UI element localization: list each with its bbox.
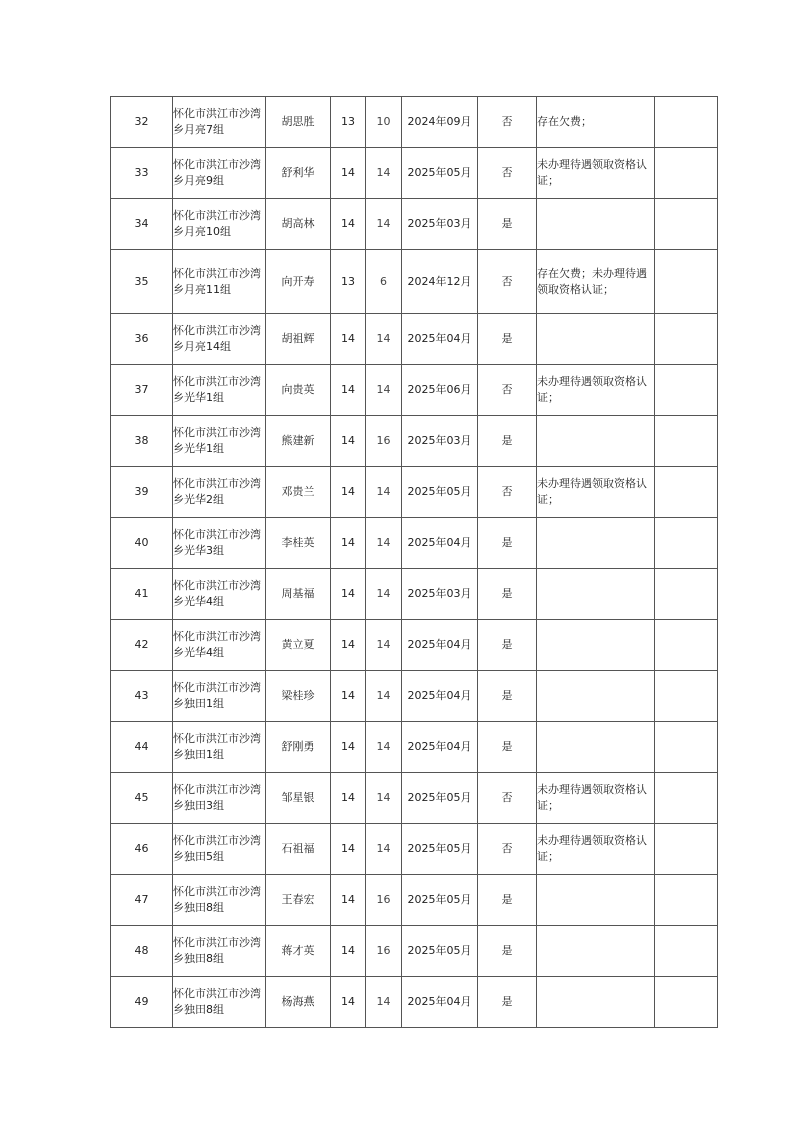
name-cell: 周基福 bbox=[266, 569, 331, 620]
table-row bbox=[111, 977, 718, 1028]
name-cell: 向贵英 bbox=[266, 365, 331, 416]
note-cell: 未办理待遇领取资格认证； bbox=[537, 365, 655, 416]
address-cell: 怀化市洪江市沙湾乡独田1组 bbox=[173, 671, 266, 722]
address-cell: 怀化市洪江市沙湾乡月亮9组 bbox=[173, 148, 266, 199]
value-a-cell: 14 bbox=[331, 416, 366, 467]
note-cell bbox=[537, 569, 655, 620]
table-row bbox=[111, 671, 718, 722]
date-cell: 2025年06月 bbox=[402, 365, 478, 416]
date-cell: 2025年03月 bbox=[402, 569, 478, 620]
name-cell: 舒刚勇 bbox=[266, 722, 331, 773]
date-cell: 2025年03月 bbox=[402, 416, 478, 467]
value-b-cell: 14 bbox=[366, 467, 402, 518]
status-cell: 是 bbox=[478, 314, 537, 365]
status-cell: 否 bbox=[478, 365, 537, 416]
name-cell: 李桂英 bbox=[266, 518, 331, 569]
row-number: 49 bbox=[111, 977, 173, 1028]
address-cell: 怀化市洪江市沙湾乡月亮7组 bbox=[173, 97, 266, 148]
value-b-cell: 10 bbox=[366, 97, 402, 148]
date-cell: 2025年05月 bbox=[402, 926, 478, 977]
note-cell bbox=[537, 314, 655, 365]
value-b-cell: 14 bbox=[366, 365, 402, 416]
note-cell bbox=[537, 199, 655, 250]
name-cell: 胡思胜 bbox=[266, 97, 331, 148]
value-a-cell: 14 bbox=[331, 467, 366, 518]
date-cell: 2024年12月 bbox=[402, 250, 478, 314]
value-b-cell: 14 bbox=[366, 977, 402, 1028]
extra-cell bbox=[655, 773, 718, 824]
table-row bbox=[111, 467, 718, 518]
table-row bbox=[111, 314, 718, 365]
value-a-cell: 14 bbox=[331, 518, 366, 569]
date-cell: 2024年09月 bbox=[402, 97, 478, 148]
address-cell: 怀化市洪江市沙湾乡独田3组 bbox=[173, 773, 266, 824]
note-cell bbox=[537, 926, 655, 977]
extra-cell bbox=[655, 926, 718, 977]
note-cell: 未办理待遇领取资格认证； bbox=[537, 773, 655, 824]
name-cell: 黄立夏 bbox=[266, 620, 331, 671]
address-cell: 怀化市洪江市沙湾乡独田8组 bbox=[173, 926, 266, 977]
status-cell: 是 bbox=[478, 977, 537, 1028]
name-cell: 邓贵兰 bbox=[266, 467, 331, 518]
note-cell bbox=[537, 671, 655, 722]
extra-cell bbox=[655, 875, 718, 926]
row-number: 41 bbox=[111, 569, 173, 620]
note-cell: 存在欠费； bbox=[537, 97, 655, 148]
records-table bbox=[110, 96, 718, 1028]
name-cell: 王春宏 bbox=[266, 875, 331, 926]
date-cell: 2025年04月 bbox=[402, 620, 478, 671]
status-cell: 否 bbox=[478, 773, 537, 824]
name-cell: 胡高林 bbox=[266, 199, 331, 250]
address-cell: 怀化市洪江市沙湾乡光华1组 bbox=[173, 365, 266, 416]
note-cell: 存在欠费；未办理待遇领取资格认证； bbox=[537, 250, 655, 314]
table-row bbox=[111, 722, 718, 773]
value-b-cell: 16 bbox=[366, 875, 402, 926]
note-cell bbox=[537, 722, 655, 773]
value-a-cell: 13 bbox=[331, 250, 366, 314]
note-cell bbox=[537, 416, 655, 467]
note-cell: 未办理待遇领取资格认证； bbox=[537, 148, 655, 199]
status-cell: 否 bbox=[478, 824, 537, 875]
value-b-cell: 16 bbox=[366, 416, 402, 467]
row-number: 36 bbox=[111, 314, 173, 365]
address-cell: 怀化市洪江市沙湾乡光华2组 bbox=[173, 467, 266, 518]
row-number: 48 bbox=[111, 926, 173, 977]
note-cell: 未办理待遇领取资格认证； bbox=[537, 824, 655, 875]
name-cell: 胡祖辉 bbox=[266, 314, 331, 365]
value-a-cell: 14 bbox=[331, 824, 366, 875]
date-cell: 2025年05月 bbox=[402, 148, 478, 199]
date-cell: 2025年05月 bbox=[402, 875, 478, 926]
row-number: 43 bbox=[111, 671, 173, 722]
value-b-cell: 14 bbox=[366, 620, 402, 671]
value-b-cell: 14 bbox=[366, 518, 402, 569]
status-cell: 是 bbox=[478, 722, 537, 773]
name-cell: 蒋才英 bbox=[266, 926, 331, 977]
table-row bbox=[111, 824, 718, 875]
value-a-cell: 14 bbox=[331, 722, 366, 773]
date-cell: 2025年03月 bbox=[402, 199, 478, 250]
table-body bbox=[111, 97, 718, 1028]
value-b-cell: 14 bbox=[366, 199, 402, 250]
value-b-cell: 14 bbox=[366, 671, 402, 722]
value-b-cell: 14 bbox=[366, 773, 402, 824]
extra-cell bbox=[655, 977, 718, 1028]
name-cell: 石祖福 bbox=[266, 824, 331, 875]
address-cell: 怀化市洪江市沙湾乡光华1组 bbox=[173, 416, 266, 467]
row-number: 45 bbox=[111, 773, 173, 824]
value-b-cell: 14 bbox=[366, 148, 402, 199]
name-cell: 熊建新 bbox=[266, 416, 331, 467]
note-cell bbox=[537, 620, 655, 671]
table-row bbox=[111, 148, 718, 199]
value-a-cell: 14 bbox=[331, 671, 366, 722]
extra-cell bbox=[655, 365, 718, 416]
extra-cell bbox=[655, 250, 718, 314]
date-cell: 2025年04月 bbox=[402, 722, 478, 773]
address-cell: 怀化市洪江市沙湾乡独田1组 bbox=[173, 722, 266, 773]
address-cell: 怀化市洪江市沙湾乡独田5组 bbox=[173, 824, 266, 875]
extra-cell bbox=[655, 569, 718, 620]
extra-cell bbox=[655, 148, 718, 199]
note-cell bbox=[537, 518, 655, 569]
table-row bbox=[111, 620, 718, 671]
status-cell: 是 bbox=[478, 416, 537, 467]
row-number: 35 bbox=[111, 250, 173, 314]
status-cell: 是 bbox=[478, 671, 537, 722]
name-cell: 向开寿 bbox=[266, 250, 331, 314]
value-a-cell: 14 bbox=[331, 365, 366, 416]
extra-cell bbox=[655, 671, 718, 722]
row-number: 42 bbox=[111, 620, 173, 671]
table-row bbox=[111, 926, 718, 977]
value-a-cell: 14 bbox=[331, 569, 366, 620]
status-cell: 是 bbox=[478, 620, 537, 671]
status-cell: 否 bbox=[478, 250, 537, 314]
row-number: 46 bbox=[111, 824, 173, 875]
table-row bbox=[111, 569, 718, 620]
address-cell: 怀化市洪江市沙湾乡独田8组 bbox=[173, 977, 266, 1028]
row-number: 40 bbox=[111, 518, 173, 569]
extra-cell bbox=[655, 97, 718, 148]
value-a-cell: 14 bbox=[331, 314, 366, 365]
extra-cell bbox=[655, 518, 718, 569]
extra-cell bbox=[655, 722, 718, 773]
date-cell: 2025年04月 bbox=[402, 671, 478, 722]
address-cell: 怀化市洪江市沙湾乡光华4组 bbox=[173, 620, 266, 671]
extra-cell bbox=[655, 824, 718, 875]
address-cell: 怀化市洪江市沙湾乡光华4组 bbox=[173, 569, 266, 620]
value-b-cell: 14 bbox=[366, 824, 402, 875]
name-cell: 邹星银 bbox=[266, 773, 331, 824]
value-a-cell: 14 bbox=[331, 926, 366, 977]
date-cell: 2025年04月 bbox=[402, 977, 478, 1028]
table-row bbox=[111, 365, 718, 416]
extra-cell bbox=[655, 620, 718, 671]
row-number: 37 bbox=[111, 365, 173, 416]
row-number: 44 bbox=[111, 722, 173, 773]
status-cell: 否 bbox=[478, 467, 537, 518]
name-cell: 杨海燕 bbox=[266, 977, 331, 1028]
table-row bbox=[111, 250, 718, 314]
value-b-cell: 14 bbox=[366, 569, 402, 620]
value-b-cell: 16 bbox=[366, 926, 402, 977]
note-cell bbox=[537, 875, 655, 926]
status-cell: 否 bbox=[478, 148, 537, 199]
row-number: 39 bbox=[111, 467, 173, 518]
value-a-cell: 14 bbox=[331, 773, 366, 824]
table-row bbox=[111, 416, 718, 467]
address-cell: 怀化市洪江市沙湾乡独田8组 bbox=[173, 875, 266, 926]
table-row bbox=[111, 518, 718, 569]
date-cell: 2025年05月 bbox=[402, 773, 478, 824]
extra-cell bbox=[655, 416, 718, 467]
table-row bbox=[111, 199, 718, 250]
address-cell: 怀化市洪江市沙湾乡月亮10组 bbox=[173, 199, 266, 250]
row-number: 34 bbox=[111, 199, 173, 250]
row-number: 32 bbox=[111, 97, 173, 148]
value-a-cell: 14 bbox=[331, 199, 366, 250]
date-cell: 2025年05月 bbox=[402, 824, 478, 875]
value-a-cell: 13 bbox=[331, 97, 366, 148]
status-cell: 否 bbox=[478, 97, 537, 148]
date-cell: 2025年04月 bbox=[402, 518, 478, 569]
row-number: 47 bbox=[111, 875, 173, 926]
extra-cell bbox=[655, 467, 718, 518]
value-a-cell: 14 bbox=[331, 620, 366, 671]
extra-cell bbox=[655, 199, 718, 250]
name-cell: 梁桂珍 bbox=[266, 671, 331, 722]
table-row bbox=[111, 875, 718, 926]
value-b-cell: 14 bbox=[366, 722, 402, 773]
address-cell: 怀化市洪江市沙湾乡光华3组 bbox=[173, 518, 266, 569]
address-cell: 怀化市洪江市沙湾乡月亮14组 bbox=[173, 314, 266, 365]
value-a-cell: 14 bbox=[331, 977, 366, 1028]
row-number: 33 bbox=[111, 148, 173, 199]
status-cell: 是 bbox=[478, 875, 537, 926]
note-cell: 未办理待遇领取资格认证； bbox=[537, 467, 655, 518]
status-cell: 是 bbox=[478, 199, 537, 250]
status-cell: 是 bbox=[478, 569, 537, 620]
table-row bbox=[111, 97, 718, 148]
date-cell: 2025年05月 bbox=[402, 467, 478, 518]
date-cell: 2025年04月 bbox=[402, 314, 478, 365]
value-a-cell: 14 bbox=[331, 148, 366, 199]
note-cell bbox=[537, 977, 655, 1028]
address-cell: 怀化市洪江市沙湾乡月亮11组 bbox=[173, 250, 266, 314]
status-cell: 是 bbox=[478, 926, 537, 977]
value-a-cell: 14 bbox=[331, 875, 366, 926]
value-b-cell: 6 bbox=[366, 250, 402, 314]
table-row bbox=[111, 773, 718, 824]
extra-cell bbox=[655, 314, 718, 365]
row-number: 38 bbox=[111, 416, 173, 467]
name-cell: 舒利华 bbox=[266, 148, 331, 199]
value-b-cell: 14 bbox=[366, 314, 402, 365]
status-cell: 是 bbox=[478, 518, 537, 569]
